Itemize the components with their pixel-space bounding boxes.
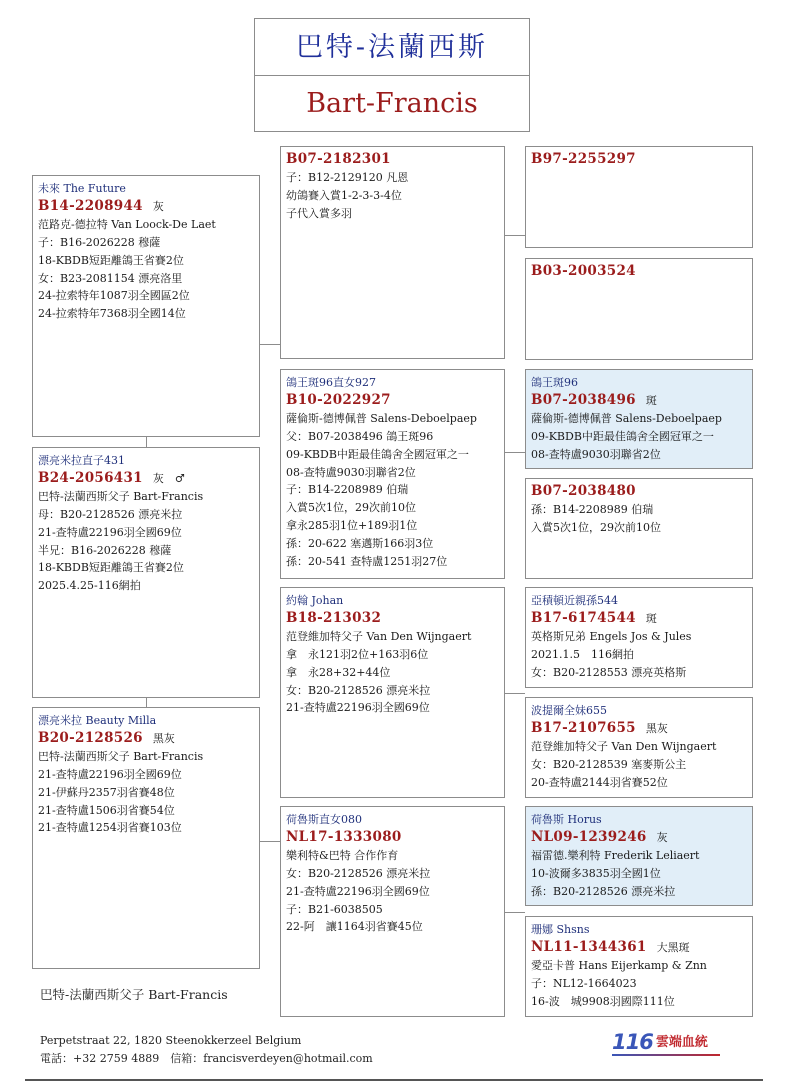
pedigree-card-subject xyxy=(32,447,260,698)
detail-line: 孫：B14-2208989 伯瑞 xyxy=(531,502,654,516)
detail-line: 母：B20-2128526 漂亮米拉 xyxy=(38,507,183,521)
pedigree-card-dam-sire xyxy=(280,587,505,798)
detail-line: 子：B16-2026228 穆薩 xyxy=(38,235,161,249)
pedigree-card-dsd xyxy=(525,697,753,798)
address-line: Perpetstraat 22, 1820 Steenokkerzeel Belgium xyxy=(40,1034,302,1047)
pedigree-card-dss xyxy=(525,587,753,688)
pedigree-card-dam xyxy=(32,707,260,969)
contact-line: 電話：+32 2759 4889 信箱：francisverdeyen@hotmail.com xyxy=(40,1052,373,1065)
contact-block xyxy=(40,1032,373,1068)
detail-line: 22-阿 讓1164羽省賽45位 xyxy=(286,920,423,934)
detail-line: 入賞5次1位，29次前10位 xyxy=(286,501,416,515)
detail-line: 巴特-法蘭西斯父子 Bart-Francis xyxy=(38,489,204,503)
detail-line: 10-波爾多3835羽全國1位 xyxy=(531,866,661,880)
detail-line: 薩倫斯-德博佩普 Salens-Deboelpaep xyxy=(286,411,477,425)
pedigree-card-sds xyxy=(525,369,753,469)
ring-number: B10-2022927 xyxy=(286,391,391,408)
pedigree-card-dam-dam xyxy=(280,806,505,1017)
pedigree-card-sdd xyxy=(525,478,753,579)
ring-number: B07-2182301 xyxy=(286,151,391,167)
logo-number: 116 xyxy=(612,1030,653,1054)
detail-line: 孫：B20-2128526 漂亮米拉 xyxy=(531,884,676,898)
title-english: Bart-Francis xyxy=(306,88,478,119)
bird-name: 未來 The Future xyxy=(38,182,126,195)
ring-number: B17-6174544 xyxy=(531,609,636,626)
connector-line xyxy=(146,698,147,707)
bird-name: 約翰 Johan xyxy=(286,594,344,607)
detail-line: 09-KBDB中距最佳鴿舍全國冠軍之一 xyxy=(286,447,469,461)
detail-line: 薩倫斯-德博佩普 Salens-Deboelpaep xyxy=(531,411,722,425)
detail-line: 20-查特盧2144羽省賽52位 xyxy=(531,775,668,789)
detail-line: 拿 永121羽2位+163羽6位 xyxy=(286,647,429,661)
detail-line: 21-查特盧1254羽省賽103位 xyxy=(38,821,182,835)
detail-line: 21-查特盧22196羽全國69位 xyxy=(286,884,430,898)
detail-line: 巴特-法蘭西斯父子 Bart-Francis xyxy=(38,749,204,763)
bird-color: 斑 xyxy=(645,611,657,625)
detail-line: 英格斯兄弟 Engels Jos & Jules xyxy=(531,629,692,643)
ring-number: B07-2038496 xyxy=(531,391,636,408)
connector-line xyxy=(146,437,147,447)
pedigree-card-sire-dam xyxy=(280,369,505,579)
detail-line: 范登維加特父子 Van Den Wijngaert xyxy=(286,629,472,643)
detail-line: 女：B20-2128539 塞麥斯公主 xyxy=(531,757,687,771)
bird-color: 灰 xyxy=(152,199,164,213)
owner-name: 巴特-法蘭西斯父子 Bart-Francis xyxy=(40,987,228,1002)
footer-divider xyxy=(25,1079,763,1081)
detail-line: 孫：20-622 塞邁斯166羽3位 xyxy=(286,537,434,551)
ring-number: NL09-1239246 xyxy=(531,828,647,845)
logo-text: 雲端血統 xyxy=(655,1035,708,1050)
bird-name: 荷魯斯 Horus xyxy=(531,813,602,826)
ring-number: B14-2208944 xyxy=(38,197,143,214)
detail-line: 24-拉索特年1087羽全國區2位 xyxy=(38,289,190,303)
connector-line xyxy=(505,693,525,694)
detail-line: 21-查特盧22196羽全國69位 xyxy=(38,525,182,539)
bird-color: 黑灰 xyxy=(152,731,175,745)
detail-line: 女：B23-2081154 漂亮洛里 xyxy=(38,271,183,285)
detail-line: 范登維加特父子 Van Den Wijngaert xyxy=(531,739,717,753)
bird-name: 鴿王斑96 xyxy=(531,376,578,389)
brand-logo xyxy=(612,1030,708,1056)
detail-line: 愛亞卡普 Hans Eijerkamp & Znn xyxy=(531,958,707,972)
detail-line: 入賞5次1位，29次前10位 xyxy=(531,520,661,534)
connector-line xyxy=(260,344,280,345)
detail-line: 21-查特盧1506羽省賽54位 xyxy=(38,803,175,817)
detail-line: 08-查特盧9030羽聯省2位 xyxy=(286,465,416,479)
detail-line: 子：B21-6038505 xyxy=(286,902,383,916)
detail-line: 2021.1.5 116網拍 xyxy=(531,647,634,661)
detail-line: 父：B07-2038496 鴿王斑96 xyxy=(286,429,434,443)
pedigree-card-sire-sire xyxy=(280,146,505,359)
bird-name: 鴿王斑96直女927 xyxy=(286,376,376,389)
detail-line: 21-查特盧22196羽全國69位 xyxy=(38,767,182,781)
ring-number: B20-2128526 xyxy=(38,729,143,746)
ring-number: B07-2038480 xyxy=(531,483,636,499)
detail-line: 21-伊蘇丹2357羽省賽48位 xyxy=(38,785,175,799)
pedigree-card-sire xyxy=(32,175,260,437)
pedigree-card-dds xyxy=(525,806,753,906)
detail-line: 孫：20-541 查特盧1251羽27位 xyxy=(286,555,448,569)
detail-line: 幼鴿賽入賞1-2-3-3-4位 xyxy=(286,188,402,202)
connector-line xyxy=(505,912,525,913)
detail-line: 子：NL12-1664023 xyxy=(531,976,637,990)
detail-line: 09-KBDB中距最佳鴿舍全國冠軍之一 xyxy=(531,429,714,443)
detail-line: 子代入賞多羽 xyxy=(286,206,352,220)
pedigree-card-ssd xyxy=(525,258,753,360)
connector-line xyxy=(505,235,525,236)
ring-number: B17-2107655 xyxy=(531,719,636,736)
detail-line: 21-查特盧22196羽全國69位 xyxy=(286,701,430,715)
bird-name: 漂亮米拉直子431 xyxy=(38,454,125,467)
bird-color: 灰 xyxy=(656,830,668,844)
detail-line: 女：B20-2128526 漂亮米拉 xyxy=(286,866,431,880)
detail-line: 拿 永28+32+44位 xyxy=(286,665,391,679)
ring-number: B24-2056431 xyxy=(38,469,143,486)
detail-line: 子：B14-2208989 伯瑞 xyxy=(286,483,409,497)
detail-line: 24-拉索特年7368羽全國14位 xyxy=(38,307,186,321)
pedigree-card-sss xyxy=(525,146,753,248)
ring-number: B97-2255297 xyxy=(531,151,636,167)
detail-line: 范路克-德拉特 Van Loock-De Laet xyxy=(38,217,216,231)
detail-line: 08-查特盧9030羽聯省2位 xyxy=(531,447,661,461)
logo-underline xyxy=(612,1054,720,1056)
detail-line: 福雷德.樂利特 Frederik Leliaert xyxy=(531,848,700,862)
detail-line: 18-KBDB短距離鴿王省賽2位 xyxy=(38,561,184,575)
bird-color: 斑 xyxy=(645,393,657,407)
detail-line: 半兄：B16-2026228 穆薩 xyxy=(38,543,172,557)
pedigree-card-ddd xyxy=(525,916,753,1017)
ring-number: B18-213032 xyxy=(286,609,382,626)
detail-line: 樂利特&巴特 合作作育 xyxy=(286,848,399,862)
title-chinese: 巴特-法蘭西斯 xyxy=(255,19,529,76)
detail-line: 子：B12-2129120 凡恩 xyxy=(286,170,409,184)
detail-line: 2025.4.25-116網拍 xyxy=(38,579,141,593)
connector-line xyxy=(505,452,525,453)
bird-color: 黑灰 xyxy=(645,721,668,735)
bird-name: 波提爾全妹655 xyxy=(531,704,607,717)
ring-number: NL11-1344361 xyxy=(531,938,647,955)
bird-color: 大黑斑 xyxy=(656,940,690,954)
bird-name: 漂亮米拉 Beauty Milla xyxy=(38,714,157,727)
detail-line: 16-波 城9908羽國際111位 xyxy=(531,994,675,1008)
detail-line: 女：B20-2128553 漂亮英格斯 xyxy=(531,665,687,679)
ring-number: NL17-1333080 xyxy=(286,828,402,845)
bird-name: 珊娜 Shsns xyxy=(531,923,590,936)
bird-name: 荷魯斯直女080 xyxy=(286,813,362,826)
connector-line xyxy=(260,841,280,842)
detail-line: 女：B20-2128526 漂亮米拉 xyxy=(286,683,431,697)
ring-number: B03-2003524 xyxy=(531,263,636,279)
bird-name: 亞積頓近親孫544 xyxy=(531,594,618,607)
pedigree-title-box xyxy=(254,18,530,132)
detail-line: 18-KBDB短距離鴿王省賽2位 xyxy=(38,253,184,267)
detail-line: 拿永285羽1位+189羽1位 xyxy=(286,519,418,533)
bird-color: 灰 ♂ xyxy=(152,471,185,485)
